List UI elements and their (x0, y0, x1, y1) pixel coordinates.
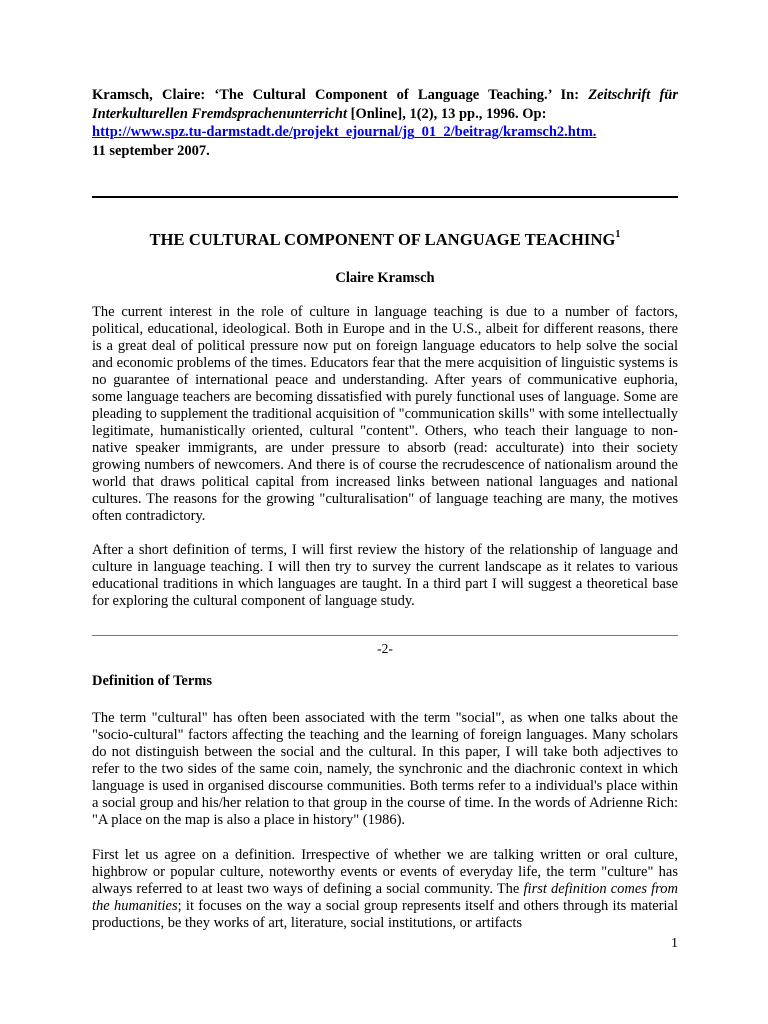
citation-block (92, 86, 678, 160)
article-title (92, 230, 678, 250)
page-marker: -2- (377, 641, 393, 656)
author-name: Claire Kramsch (335, 270, 435, 286)
citation-date: 11 september 2007. (92, 142, 210, 159)
paragraph-overview: After a short definition of terms, I will first review the history of the relationship of language and culture in language teaching. I will then try to survey the current landscape as it relates to various educational traditions in which languages are taught. In a third part I will suggest a theoretical base for exploring the cultural component of language study. (92, 542, 678, 609)
article-title-text: THE CULTURAL COMPONENT OF LANGUAGE TEACHING (149, 230, 616, 249)
citation-line: Kramsch, Claire: ‘The Cultural Component of Language Teaching.’ In: (92, 87, 580, 103)
paragraph-emphasis: first definition comes from the humanities (92, 881, 678, 914)
paragraph-culture-definition (92, 847, 678, 932)
section-heading: Definition of Terms (92, 673, 213, 689)
journal-name: Zeitschrift für Interkulturellen Fremdsprachenunterricht (92, 87, 679, 122)
page-number: 1 (671, 936, 678, 951)
top-divider (92, 196, 678, 198)
page-break-divider (92, 635, 678, 636)
citation-details: [Online], 1(2), 13 pp., 1996. Op: (347, 105, 547, 122)
title-footnote-ref[interactable]: 1 (615, 228, 621, 240)
paragraph-text: First let us agree on a definition. Irrespective of whether we are talking written or oral culture, highbrow or popular culture, noteworthy events or events of everyday life, the term "culture" has always referred to at least two ways of defining a social community. The (92, 847, 678, 897)
citation-link[interactable]: http://www.spz.tu-darmstadt.de/projekt_ejournal/jg_01_2/beitrag/kramsch2.htm. (92, 124, 597, 140)
paragraph-definition-terms: The term "cultural" has often been associated with the term "social", as when one talks about the "socio-cultural" factors affecting the teaching and the learning of foreign languages. Many scholars do not distinguish between the social and the cultural. In this paper, I will take both adjectives to refer to the two sides of the same coin, namely, the synchronic and the diachronic context in which language is used in organised discourse communities. Both terms refer to a individual's place within a social group and his/her relation to that group in the course of time. In the words of Adrienne Rich: "A place on the map is also a place in history" (1986). (92, 710, 678, 828)
paragraph-intro: The current interest in the role of culture in language teaching is due to a number of factors, political, educational, ideological. Both in Europe and in the U.S., albeit for different reasons, there is a great deal of political pressure now put on foreign language educators to help solve the social and economic problems of the times. Educators fear that the mere acquisition of linguistic systems is no guarantee of international peace and understanding. After years of communicative euphoria, some language teachers are becoming dissatisfied with purely functional uses of language. Some are pleading to supplement the traditional acquisition of "communication skills" with some intellectually legitimate, humanistically oriented, cultural "content". Others, who teach their language to non-native speaker immigrants, are under pressure to absorb (read: acculturate) into their society growing numbers of newcomers. And there is of course the recrudescence of nationalism around the world that draws political capital from increased links between national languages and national cultures. The reasons for the growing "culturalisation" of language teaching are many, the motives often contradictory. (92, 304, 678, 524)
paragraph-text-end: ; it focuses on the way a social group represents itself and others through its material productions, be they works of art, literature, social institutions, or artifacts (92, 898, 679, 931)
